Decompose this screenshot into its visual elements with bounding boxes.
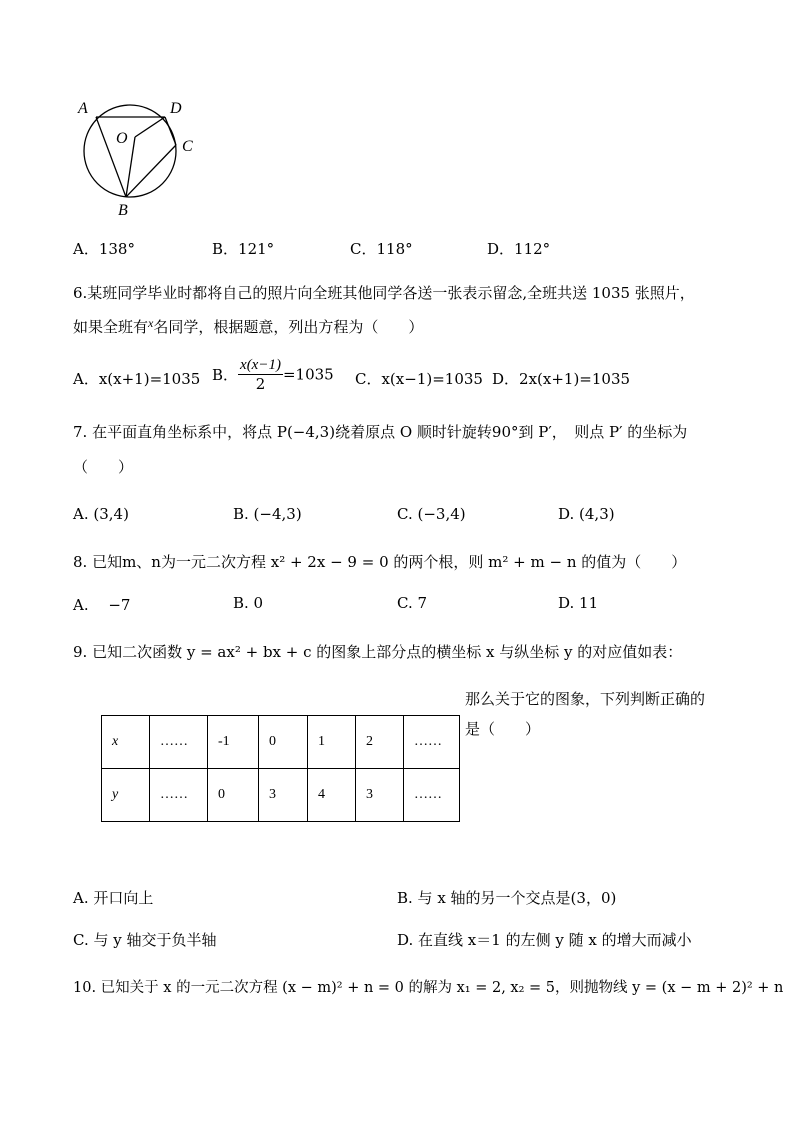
- q6-line2-pre: 如果全班有: [73, 318, 149, 336]
- q9-side-line2: 是（ ）: [465, 720, 541, 738]
- q7-option-b: B. (−4,3): [233, 505, 302, 523]
- table-cell: 3: [356, 769, 404, 822]
- q8-question: 8. 已知m、n为一元二次方程 x² + 2x − 9 = 0 的两个根，则 m² + m − n 的值为（ ）: [73, 553, 687, 571]
- q6-option-b-fraction: [238, 356, 283, 393]
- label-c: C: [182, 138, 193, 155]
- q9-option-a: A. 开口向上: [73, 889, 154, 907]
- q6-option-d: D．2x(x+1)=1035: [492, 370, 631, 388]
- q6-option-b: [212, 356, 334, 393]
- q6-line2-post: 名同学，根据题意，列出方程为（ ）: [153, 318, 424, 336]
- table-row: [102, 716, 460, 769]
- q9-option-d: D. 在直线 x＝1 的左侧 y 随 x 的增大而减小: [397, 931, 692, 949]
- q7-option-c: C. (−3,4): [397, 505, 466, 523]
- q9-value-table: [101, 715, 460, 822]
- chord-ab: [96, 117, 126, 197]
- table-cell: 0: [208, 769, 259, 822]
- table-cell: x: [102, 716, 150, 769]
- q8-option-a: A. −7: [73, 596, 131, 614]
- q6-option-a: A．x(x+1)=1035: [73, 370, 201, 388]
- q5-option-c: C．118°: [350, 240, 413, 258]
- label-d: D: [170, 100, 182, 117]
- q6-option-b-rhs: =1035: [282, 365, 334, 384]
- table-cell: 2: [356, 716, 404, 769]
- q5-option-b: B．121°: [212, 240, 275, 258]
- q6-line2-var: x: [148, 316, 154, 330]
- table-cell: 1: [308, 716, 356, 769]
- q9-question: 9. 已知二次函数 y = ax² + bx + c 的图象上部分点的横坐标 x 与纵坐标 y 的对应值如表：: [73, 643, 683, 661]
- q9-option-c: C. 与 y 轴交于负半轴: [73, 931, 217, 949]
- chord-dc: [165, 117, 176, 145]
- table-cell: 0: [259, 716, 308, 769]
- table-cell: ……: [404, 716, 460, 769]
- q9-option-b: B. 与 x 轴的另一个交点是(3，0): [397, 889, 617, 907]
- q7-line1: 7. 在平面直角坐标系中，将点 P(−4,3)绕着原点 O 顺时针旋转90°到 P′， 则点 P′ 的坐标为: [73, 423, 688, 441]
- table-cell: 4: [308, 769, 356, 822]
- label-o: O: [116, 130, 128, 147]
- q7-option-d: D. (4,3): [558, 505, 615, 523]
- q5-option-d: D．112°: [487, 240, 551, 258]
- table-cell: y: [102, 769, 150, 822]
- q7-line2: （ ）: [73, 458, 134, 476]
- q6-option-b-numerator: x(x−1): [240, 357, 281, 373]
- q9-side-line1: 那么关于它的图象，下列判断正确的: [465, 690, 706, 708]
- table-cell: 3: [259, 769, 308, 822]
- table-cell: ……: [150, 769, 208, 822]
- label-a: A: [78, 100, 88, 117]
- circle-figure: [70, 95, 210, 225]
- segment-do: [135, 117, 165, 137]
- q6-option-b-denominator: 2: [255, 375, 266, 393]
- chord-cb: [126, 145, 176, 197]
- table-row: [102, 769, 460, 822]
- q6-line2: [73, 316, 423, 337]
- q6-line1: 6.某班同学毕业时都将自己的照片向全班其他同学各送一张表示留念,全班共送 1035 张照片，: [73, 284, 695, 302]
- q6-option-c: C．x(x−1)=1035: [355, 370, 483, 388]
- q6-option-b-label: B．: [212, 366, 239, 384]
- q8-option-b: B. 0: [233, 594, 264, 612]
- table-cell: -1: [208, 716, 259, 769]
- label-b: B: [118, 202, 128, 219]
- q10-question: 10. 已知关于 x 的一元二次方程 (x − m)² + n = 0 的解为 x₁ = 2, x₂ = 5，则抛物线 y = (x − m + 2)² + n: [73, 980, 784, 996]
- q8-option-c: C. 7: [397, 594, 428, 612]
- q5-option-a: A．138°: [73, 240, 135, 258]
- table-cell: ……: [150, 716, 208, 769]
- q8-option-d: D. 11: [558, 594, 599, 612]
- table-cell: ……: [404, 769, 460, 822]
- q7-option-a: A. (3,4): [73, 505, 129, 523]
